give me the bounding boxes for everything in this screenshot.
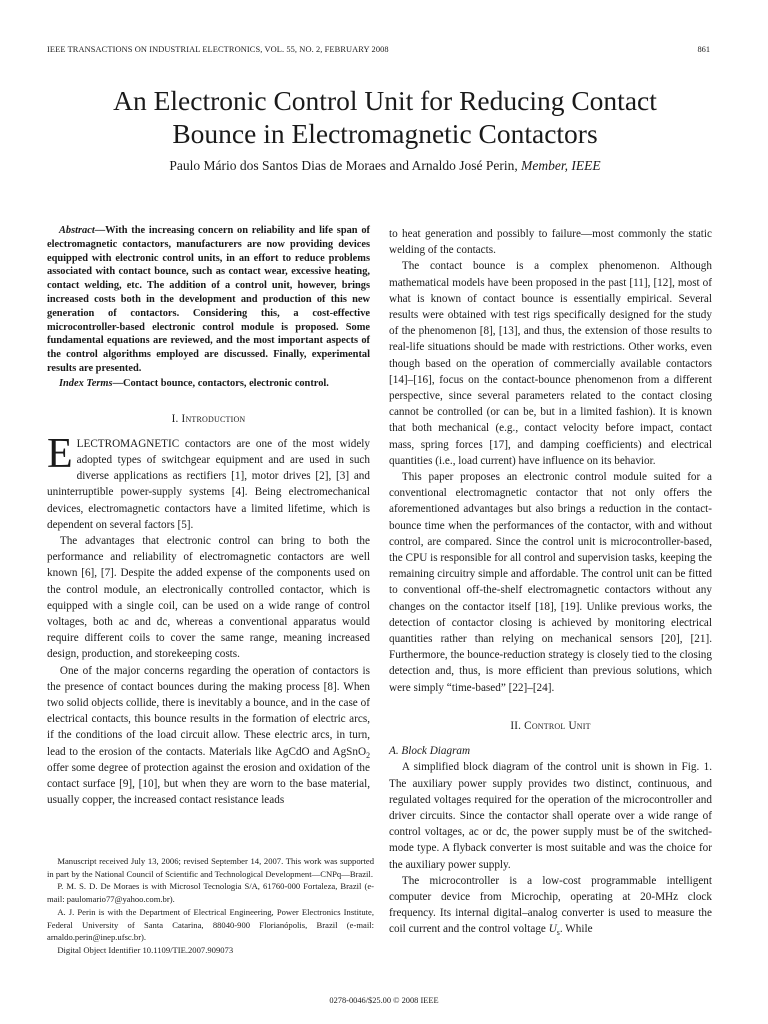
index-terms	[47, 377, 370, 391]
subscript: s	[556, 928, 560, 938]
author-names: Paulo Mário dos Santos Dias de Moraes and Arnaldo José Perin,	[169, 158, 518, 173]
title-line-1: An Electronic Control Unit for Reducing Contact	[113, 85, 657, 116]
abstract-lead: Abstract	[58, 225, 95, 236]
intro-paragraph-4: The contact bounce is a complex phenomenon. Although mathematical models have been proposed in the past [11], [12], most of what is known of contact bounce is essentially empirical. Several results were obtained with test rigs specifically designed for the study of the phenomenon [8], [13], and thus, the extension of those results to real-life situations should be made with restrictions. Other works, even though based on the operation of commercially available contactors [14]–[16], focus on the contact-bounce phenomenon from a different perspective, since several parameters related to the contact closing cannot be controlled (or can be, but in a limited fashion). It is known that both mechanical (e.g., contact velocity before impact, contact mass, spring forces [17], and damping coefficients) and electrical quantities (i.e., load current) have influence on its behavior.	[389, 260, 712, 467]
paragraph-text: . While	[559, 923, 593, 936]
index-terms-text: —Contact bounce, contactors, electronic control.	[112, 377, 329, 389]
drop-cap: E	[47, 430, 73, 477]
intro-paragraph-3	[47, 663, 370, 809]
paragraph-text: offer some degree of protection against the erosion and oxidation of the contact surface [9], [10], but when they are worn to the base material, usually copper, the increased contact resistance leads	[47, 761, 370, 807]
left-column	[47, 224, 370, 808]
section-heading-introduction	[47, 411, 370, 427]
section-title: Introduction	[181, 412, 246, 425]
section-number: II.	[510, 719, 522, 732]
subsection-heading-block-diagram: A. Block Diagram	[389, 745, 471, 758]
journal-header: IEEE TRANSACTIONS ON INDUSTRIAL ELECTRONICS, VOL. 55, NO. 2, FEBRUARY 2008	[47, 45, 389, 54]
intro-paragraph-3-continued: to heat generation and possibly to failure—most commonly the static welding of the contacts.	[389, 228, 712, 257]
copyright-footer: 0278-0046/$25.00 © 2008 IEEE	[329, 996, 439, 1005]
subscript: 2	[366, 750, 370, 760]
index-terms-lead: Index Terms	[58, 377, 113, 389]
footnote-author-2: A. J. Perin is with the Department of Electrical Engineering, Power Electronics Institute, Federal University of Santa Catarina, 88040-900 Florianópolis, Brazil (e-mail: arnaldo.perin@inep.ufsc.br).	[47, 906, 374, 943]
section-title: Control Unit	[524, 719, 591, 732]
section-number: I.	[171, 412, 179, 425]
intro-paragraph-2: The advantages that electronic control can bring to both the performance and reliability of electromagnetic contactors are well known [6], [7]. Despite the added expense of the components used on the control module, an electronically controlled contactor, which is equipped with a single coil, can be used on a wide range of control voltages, both ac and dc, whereas a conventional apparatus would require different coils to cover the same range, meaning increased design, production, and storekeeping costs.	[47, 534, 370, 661]
page-number: 861	[697, 45, 710, 54]
paragraph-text: One of the major concerns regarding the operation of contactors is the presence of contact bounces during the making process [8]. When two solid objects collide, there is inevitably a bounce, and in the case of electrical contacts, this bounce results in the formation of electric arcs, if the conditions of the load circuit allow. These electric arcs, in turn, lead to the erosion of the contacts. Materials like AgCdO and AgSnO	[47, 664, 370, 758]
section-heading-control-unit	[389, 718, 712, 734]
footnote-author-1: P. M. S. D. De Moraes is with Microsol Tecnologia S/A, 61760-000 Fortaleza, Brazil (e-mail: paulomario77@yahoo.com.br).	[47, 881, 374, 905]
author-line	[40, 158, 730, 174]
footnotes	[47, 855, 374, 957]
variable: U	[548, 923, 557, 936]
paragraph-text: LECTROMAGNETIC contactors are one of the most widely adopted types of switchgear equipment and are used in such diverse applications as rectifiers [1], motor drives [2], [3] and uninterruptible power-supply systems [4]. Being electromechanical devices, electromagnetic contactors have a limited lifetime, which is dependent on several factors [5].	[47, 437, 370, 531]
abstract-text: —With the increasing concern on reliability and life span of electromagnetic contactors, manufacturers are now providing devices equipped with electronic control units, in an effort to reduce problems associated with contact bounce, such as contact wear, excessive heating, contact welding, etc. The addition of a control unit, however, brings increased costs both in the development and production of this new generation of contactors. Considering this, a cost-effective microcontroller-based electronic control module is proposed. Some fundamental equations are reviewed, and the most important aspects of the control algorithms employed are discussed. Finally, experimental results are presented.	[47, 225, 370, 374]
paragraph-text: The microcontroller is a low-cost programmable intelligent computer device from Microchip, operating at 20-MHz clock frequency. Its internal digital–analog converter is used to measure the coil current and the control voltage	[389, 874, 712, 936]
footnote-doi: Digital Object Identifier 10.1109/TIE.2007.909073	[57, 944, 234, 955]
intro-paragraph-5: This paper proposes an electronic control module suited for a conventional electromagnetic contactor that not only offers the aforementioned advantages but also brings a reduction in the contact-bounce time when the performances of the contactor, with and without control, are compared. Since the control unit is microcontroller-based, the CPU is responsible for all control and supervision tasks, keeping the remaining circuitry simple and affordable. The control unit can be fitted to conventional off-the-shelf electromagnetic contactors without any changes on the contactor itself [18], [19]. Unlike previous works, the detection of contactor closing is achieved by monitoring electrical quantities rather than relying on mechanical sensors [20], [21]. Furthermore, the bounce-reduction strategy is closely tied to the closing detection and, thus, is more efficient than previous solutions, which were simply “time-based” [22]–[24].	[389, 471, 712, 694]
footnote-manuscript: Manuscript received July 13, 2006; revised September 14, 2007. This work was supported in part by the National Council of Scientific and Technological Development—CNPq—Brazil.	[47, 856, 374, 879]
control-paragraph-1: A simplified block diagram of the control unit is shown in Fig. 1. The auxiliary power supply provides two distinct, continuous, and regulated voltages required for the operation of the microcontroller and driver circuits. Since the contactor shall operate over a wide range of control voltages, ac or dc, the power supply must be of the switched-mode type. A flyback converter is most suitable and was the choice for the auxiliary power supply.	[389, 761, 712, 871]
control-paragraph-2	[389, 873, 712, 938]
right-column	[389, 226, 712, 938]
abstract	[47, 224, 370, 376]
intro-paragraph-1	[47, 430, 370, 533]
author-membership: Member, IEEE	[521, 158, 601, 173]
title-line-2: Bounce in Electromagnetic Contactors	[172, 118, 598, 149]
paper-title	[40, 84, 730, 150]
